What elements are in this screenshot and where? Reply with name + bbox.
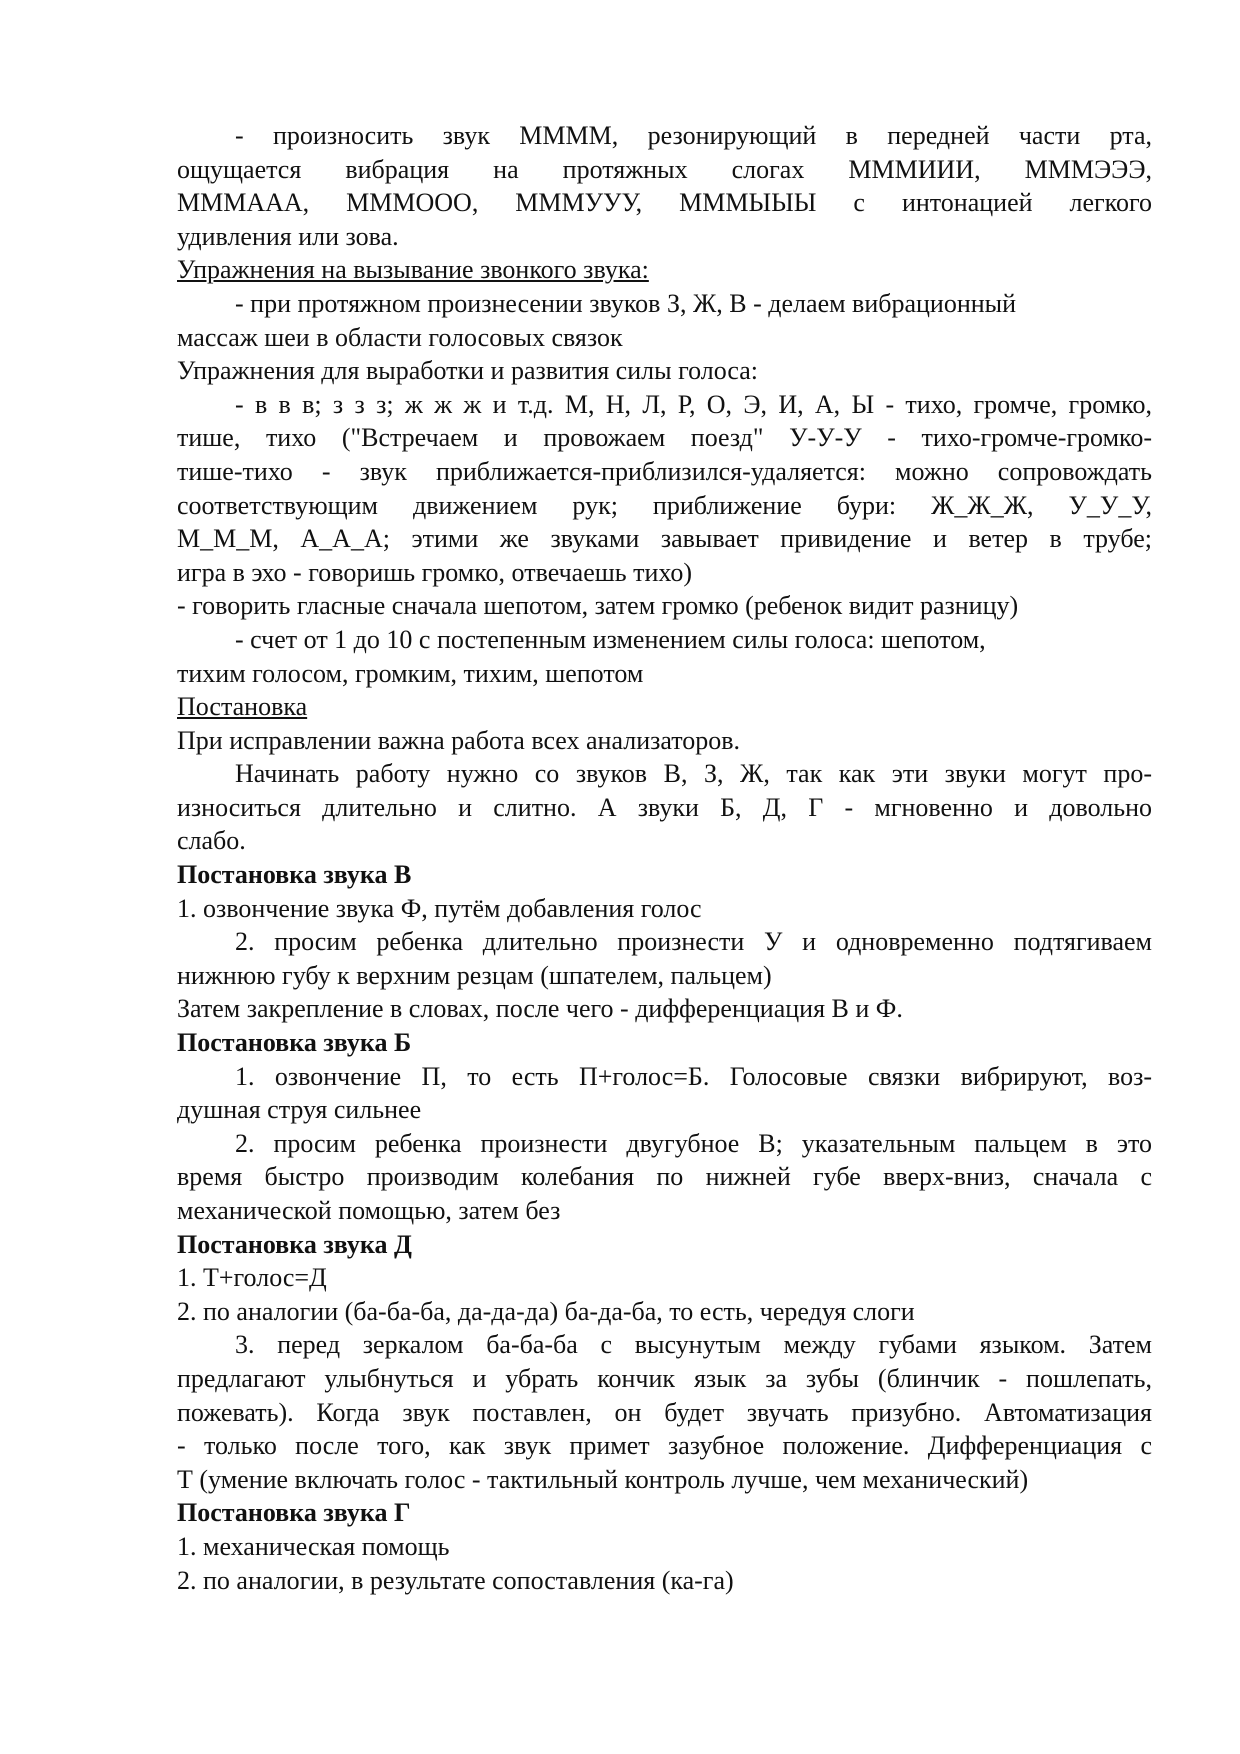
bold-heading: Постановка звука Б [177, 1028, 412, 1058]
section-heading-underlined: Упражнения на вызывание звонкого звука: [177, 255, 649, 285]
text-line: 1. Т+голос=Д [177, 1263, 327, 1293]
text-line: 2. по аналогии, в результате сопоставления (ка-га) [177, 1565, 734, 1595]
text-line: - только после того, как звук примет зазубное положение. Дифференциация с [177, 1431, 1152, 1461]
text-line: 2. просим ребенка длительно произнести У и одновременно подтягиваем [235, 927, 1152, 957]
text-line: предлагают улыбнуться и убрать кончик язык за зубы (блинчик - пошлепать, [177, 1363, 1152, 1393]
bold-heading: Постановка звука Д [177, 1229, 412, 1259]
text-line: - говорить гласные сначала шепотом, затем громко (ребенок видит разницу) [177, 591, 1019, 621]
text-line: 1. озвончение звука Ф, путём добавления голос [177, 893, 702, 923]
text-line: тихим голосом, громким, тихим, шепотом [177, 658, 644, 688]
text-line: При исправлении важна работа всех анализаторов. [177, 725, 741, 755]
text-line: износиться длительно и слитно. А звуки Б, Д, Г - мгновенно и довольно [177, 792, 1152, 822]
text-line: тише-тихо - звук приближается-приблизился-удаляется: можно сопровождать [177, 456, 1152, 486]
text-line: удивления или зова. [177, 221, 399, 251]
bold-heading: Постановка звука Г [177, 1498, 411, 1528]
section-heading: Упражнения для выработки и развития силы голоса: [177, 356, 758, 386]
section-heading-underlined: Постановка [177, 692, 308, 722]
text-line: М_М_М, А_А_А; этими же звуками завывает привидение и ветер в трубе; [177, 524, 1152, 554]
text-line: МММААА, МММООО, МММУУУ, МММЫЫЫ с интонацией легкого [177, 188, 1152, 218]
text-line: 1. механическая помощь [177, 1531, 450, 1561]
text-line: 2. по аналогии (ба-ба-ба, да-да-да) ба-да-ба, то есть, чередуя слоги [177, 1296, 915, 1326]
text-line: 2. просим ребенка произнести двугубное В; указательным пальцем в это [235, 1128, 1152, 1158]
text-line: массаж шеи в области голосовых связок [177, 322, 623, 352]
text-line: Начинать работу нужно со звуков В, З, Ж, так как эти звуки могут про- [235, 759, 1152, 789]
document-page [177, 119, 1152, 1597]
bold-heading: Постановка звука В [177, 860, 412, 890]
text-line: тише, тихо ("Встречаем и провожаем поезд" У-У-У - тихо-громче-громко- [177, 423, 1152, 453]
text-line: механической помощью, затем без [177, 1196, 561, 1225]
text-line: слабо. [177, 826, 246, 856]
text-line: соответствующим движением рук; приближение бури: Ж_Ж_Ж, У_У_У, [177, 490, 1152, 520]
text-line: Т (умение включать голос - тактильный контроль лучше, чем механический) [177, 1464, 1029, 1494]
text-line: игра в эхо - говоришь громко, отвечаешь тихо) [177, 557, 693, 587]
text-line: 3. перед зеркалом ба-ба-ба с высунутым между губами языком. Затем [235, 1330, 1152, 1360]
text-line: душная струя сильнее [177, 1095, 422, 1125]
text-line: время быстро производим колебания по нижней губе вверх-вниз, сначала с [177, 1162, 1152, 1192]
text-line: пожевать). Когда звук поставлен, он будет звучать призубно. Автоматизация [177, 1397, 1152, 1427]
text-line: ощущается вибрация на протяжных слогах МММИИИ, МММЭЭЭ, [177, 154, 1152, 184]
text-line: - в в в; з з з; ж ж ж и т.д. М, Н, Л, Р, О, Э, И, А, Ы - тихо, громче, громко, [235, 389, 1152, 419]
text-line: - произносить звук ММММ, резонирующий в передней части рта, [235, 121, 1152, 150]
text-line: - при протяжном произнесении звуков З, Ж, В - делаем вибрационный [235, 288, 1017, 318]
text-line: 1. озвончение П, то есть П+голос=Б. Голосовые связки вибрируют, воз- [235, 1061, 1152, 1091]
text-line: - счет от 1 до 10 с постепенным изменением силы голоса: шепотом, [235, 624, 986, 654]
text-line: Затем закрепление в словах, после чего - дифференциация В и Ф. [177, 994, 903, 1024]
text-line: нижнюю губу к верхним резцам (шпателем, пальцем) [177, 960, 772, 990]
